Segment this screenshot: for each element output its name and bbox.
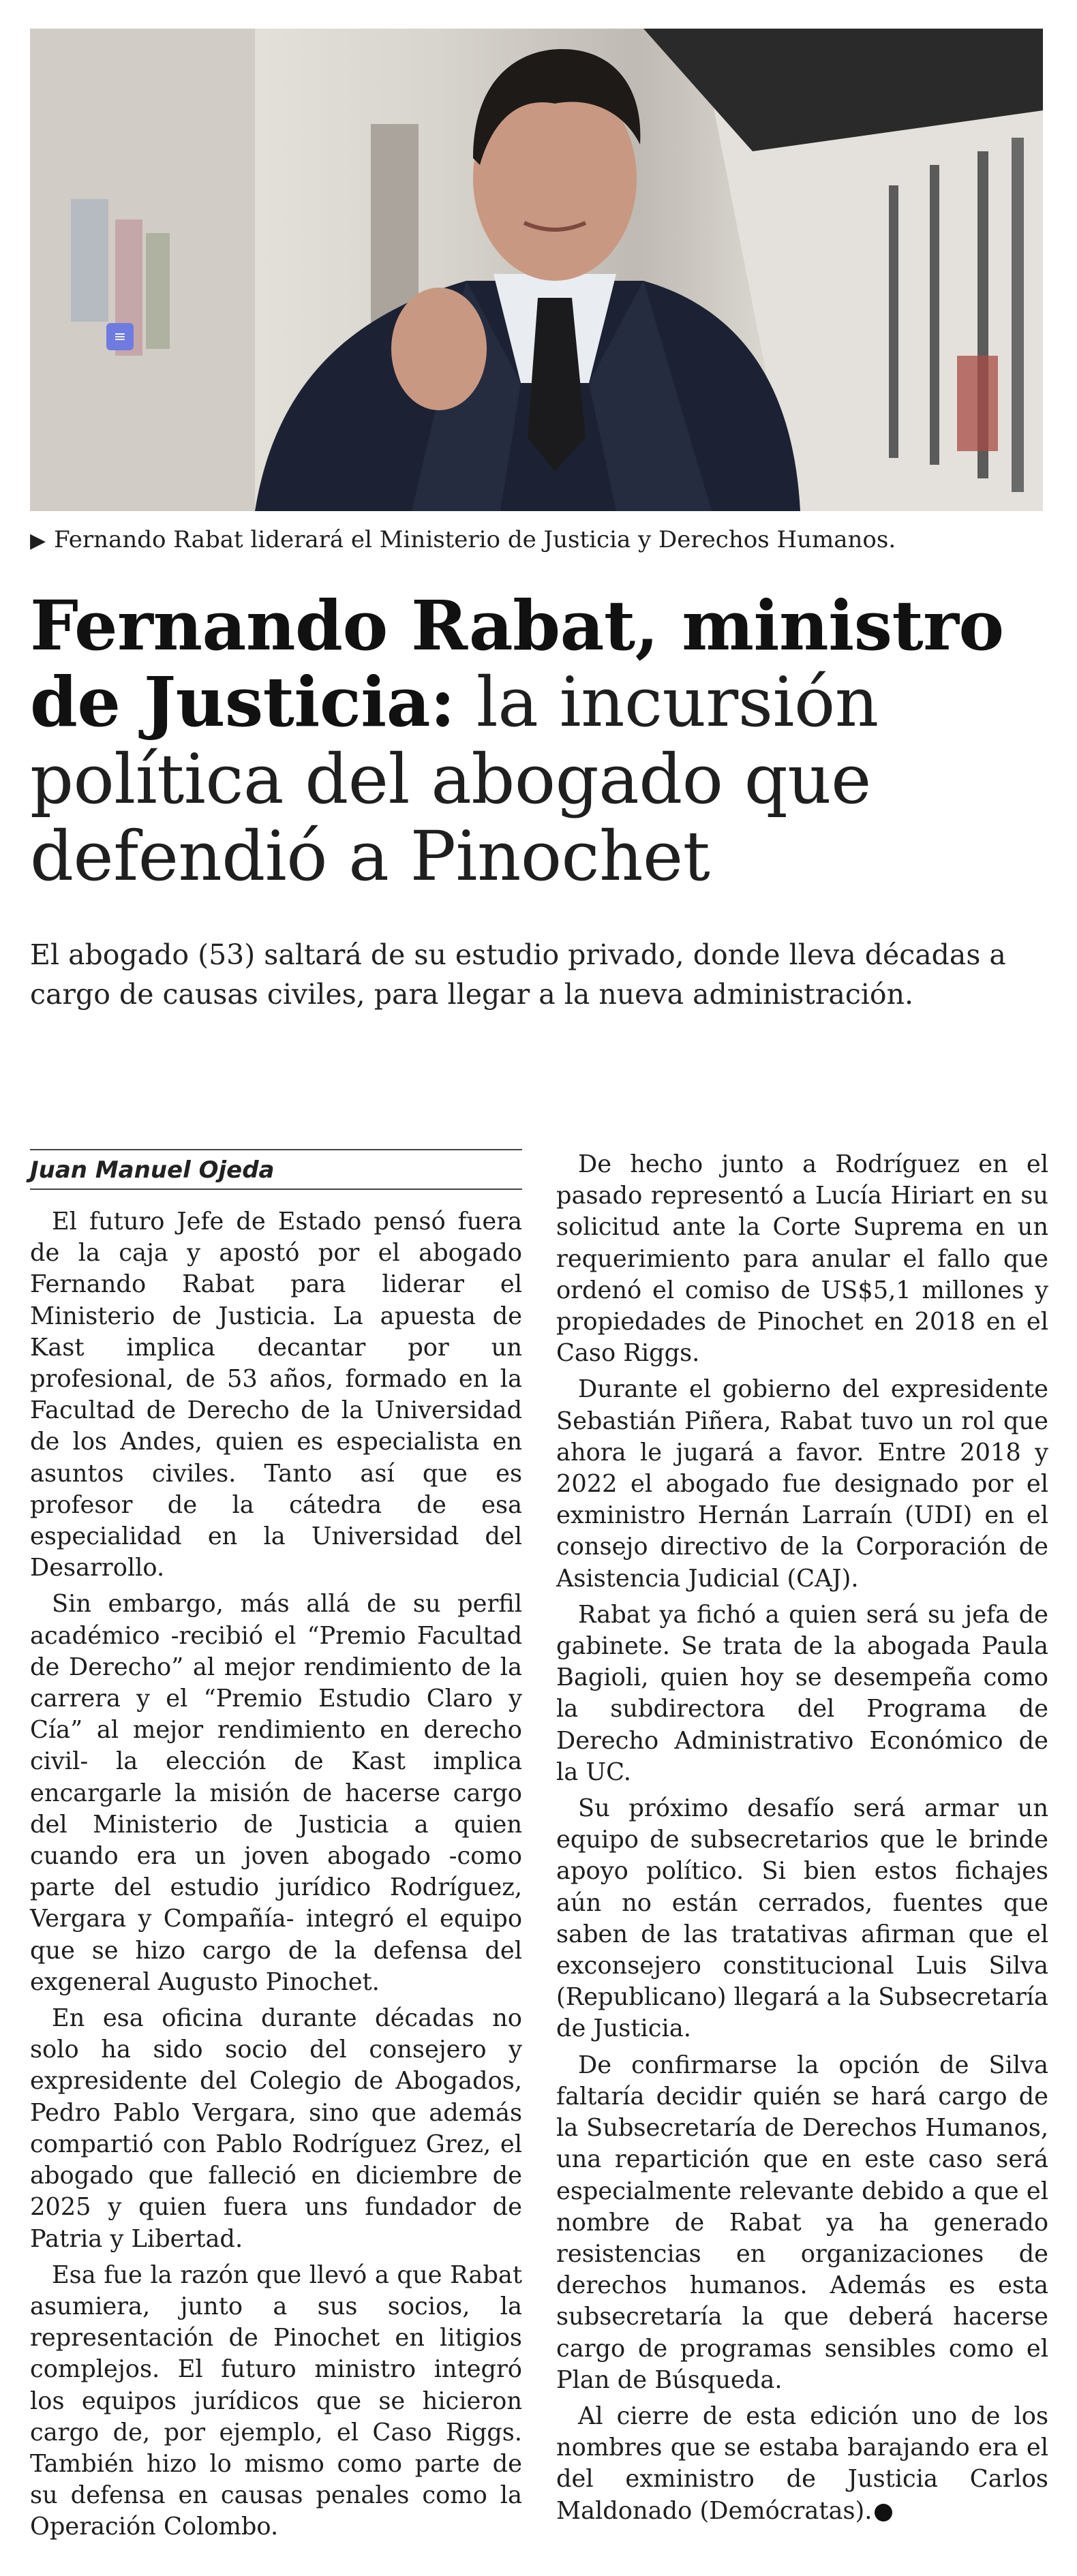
headline-bold: Fernando Rabat, ministro de Justicia: xyxy=(30,585,1004,742)
paragraph-final xyxy=(556,2401,1048,2527)
article-headline xyxy=(30,587,1046,895)
paragraph: De hecho junto a Rodríguez en el pasado representó a Lucía Hiriart en su solicitud ante la Corte Suprema en un requerimiento para anular el fallo que ordenó el comiso de US$5,1 millones y propiedades de Pinochet en 2018 en el Caso Riggs. xyxy=(556,1150,1048,1368)
paragraph: Rabat ya fichó a quien será su jefa de gabinete. Se trata de la abogada Paula Bagioli, quien hoy se desempeña como la subdirectora del Programa de Derecho Administrativo Económico de la UC. xyxy=(556,1600,1048,1786)
caption-text: Fernando Rabat liderará el Ministerio de Justicia y Derechos Humanos. xyxy=(54,526,896,553)
portrait-illustration xyxy=(30,29,1043,511)
paragraph: Sin embargo, más allá de su perfil académico -recibió el “Premio Facultad de Derecho” al mejor rendimiento de la carrera y el “Premio Estudio Claro y Cía” al mejor rendimiento en derecho civil- la elección de Kast implica encargarle la misión de hacerse cargo del Ministerio de Justicia a quien cuando era un joven abogado -como parte del estudio jurídico Rodríguez, Vergara y Compañía- integró el equipo que se hizo cargo de la defensa del exgeneral Augusto Pinochet. xyxy=(30,1590,522,1996)
caption-marker-icon: ▶ xyxy=(30,529,46,553)
paragraph: Su próximo desafío será armar un equipo de subsecretarios que le brinde apoyo político. Si bien estos fichajes aún no están cerrados, fuentes que saben de las tratativas afirman que el exconsejero constitucional Luis Silva (Republicano) llegará a la Subsecretaría de Justicia. xyxy=(556,1794,1048,2043)
paragraph: De confirmarse la opción de Silva faltaría decidir quién se hará cargo de la Subsecretaría de Derechos Humanos, una repartición que en este caso será especialmente relevante debido a que el nombre de Rabat ya ha generado resistencias en organizaciones de derechos humanos. Además es esta subsecretaría la que deberá hacerse cargo de programas sensibles como el Plan de Búsqueda. xyxy=(556,2051,1048,2394)
end-mark-icon xyxy=(875,2504,892,2521)
paragraph: El futuro Jefe de Estado pensó fuera de la caja y apostó por el abogado Fernando Rabat para liderar el Ministerio de Justicia. La apuesta de Kast implica decantar por un profesional, de 53 años, formado en la Facultad de Derecho de la Universidad de los Andes, quien es especialista en asuntos civiles. Tanto así que es profesor de la cátedra de esa especialidad en la Universidad del Desarrollo. xyxy=(30,1208,522,1582)
article-column-right xyxy=(556,1149,1048,2532)
final-paragraph-text: Al cierre de esta edición uno de los nombres que se estaba barajando era el del exministro de Justicia Carlos Maldonado (Demócratas). xyxy=(556,2402,1048,2525)
note-icon[interactable]: ≡ xyxy=(106,323,134,350)
byline-box xyxy=(30,1149,522,1190)
photo-caption xyxy=(30,525,1039,556)
article-photo xyxy=(30,29,1043,511)
paragraph: En esa oficina durante décadas no solo ha sido socio del consejero y expresidente del Colegio de Abogados, Pedro Pablo Vergara, sino que además compartió con Pablo Rodríguez Grez, el abogado que falleció en diciembre de 2025 y quien fuera uns fundador de Patria y Libertad. xyxy=(30,2004,522,2253)
paragraph: Esa fue la razón que llevó a que Rabat asumiera, junto a sus socios, la representación de Pinochet en litigios complejos. El futuro ministro integró los equipos jurídicos que se hicieron cargo de, por ejemplo, el Caso Riggs. También hizo lo mismo como parte de su defensa en causas penales como la Operación Colombo. xyxy=(30,2260,522,2541)
headline-light: la incursión política del abogado que defendió a Pinochet xyxy=(30,662,879,896)
article-deck: El abogado (53) saltará de su estudio privado, donde lleva décadas a cargo de causas civiles, para llegar a la nueva administración. xyxy=(30,938,1006,1011)
paragraph: Durante el gobierno del expresidente Sebastián Piñera, Rabat tuvo un rol que ahora le jugará a favor. Entre 2018 y 2022 el abogado fue designado por el exministro Hernán Larraín (UDI) en el consejo directivo de la Corporación de Asistencia Judicial (CAJ). xyxy=(556,1375,1048,1593)
byline: Juan Manuel Ojeda xyxy=(30,1156,275,1184)
article-column-left xyxy=(30,1149,522,2548)
